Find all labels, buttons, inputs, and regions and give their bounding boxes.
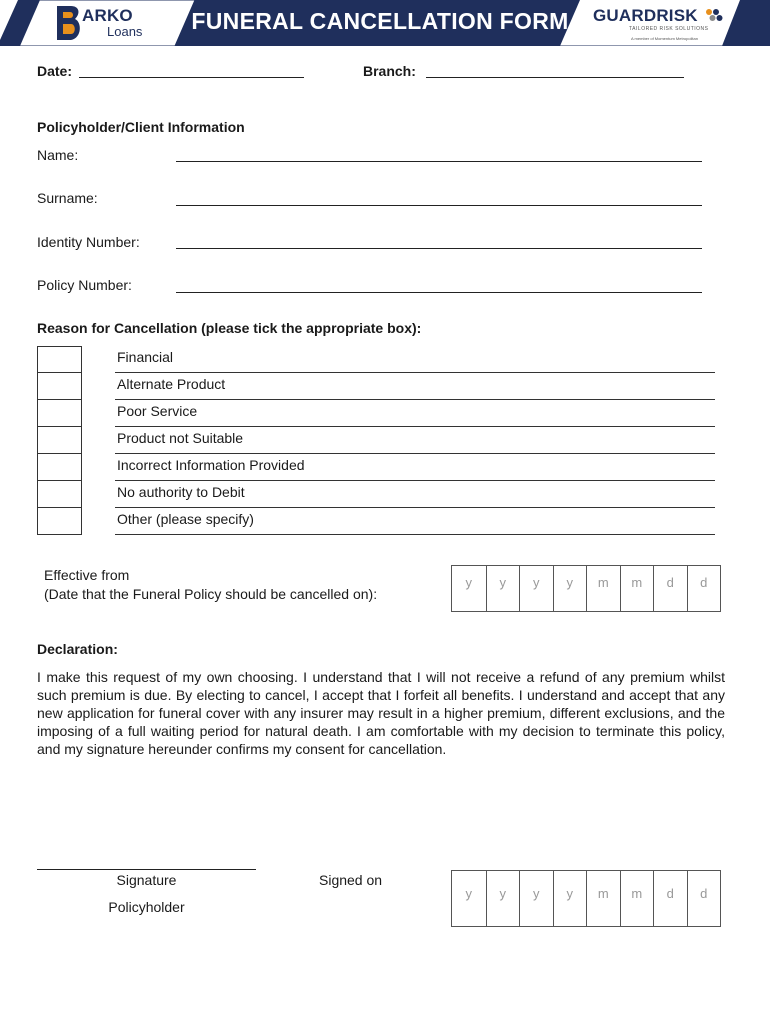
date-digit-year[interactable]: y xyxy=(486,871,520,926)
reason-checkbox-poor-service[interactable] xyxy=(37,400,82,427)
surname-label: Surname: xyxy=(37,190,98,206)
date-digit-month[interactable]: m xyxy=(586,871,620,926)
barko-b-icon xyxy=(55,5,83,41)
date-digit-day[interactable]: d xyxy=(653,871,687,926)
policyholder-label: Policyholder xyxy=(108,899,185,915)
declaration-text: I make this request of my own choosing. I understand that I will not receive a refund of any premium whilst such premium is due. By electing to cancel, I accept that I forfeit all benefits. I understand and accept that any new application for funeral cover with any insurer may result in a higher premium, different exclusions, and the imposing of a full waiting period for natural death. I am comfortable with my decision to terminate this policy, and my signature hereunder confirms my consent for cancellation. xyxy=(37,669,725,757)
reason-checkbox-other[interactable] xyxy=(37,508,82,535)
reason-label: Poor Service xyxy=(117,403,198,419)
date-digit-day[interactable]: d xyxy=(653,566,687,611)
signed-on-label: Signed on xyxy=(319,872,383,888)
guardrisk-member-note: A member of Momentum Metropolitan xyxy=(631,36,698,41)
date-digit-day[interactable]: d xyxy=(687,566,721,611)
reason-checkbox-alternate-product[interactable] xyxy=(37,373,82,400)
reason-option xyxy=(37,454,715,481)
date-digit-day[interactable]: d xyxy=(687,871,721,926)
guardrisk-logo-name: GUARDRISK xyxy=(593,6,698,25)
reason-label: No authority to Debit xyxy=(117,484,245,500)
reason-option xyxy=(37,427,715,454)
effective-from-note: (Date that the Funeral Policy should be cancelled on): xyxy=(44,586,378,602)
date-digit-year[interactable]: y xyxy=(465,575,472,590)
surname-field[interactable] xyxy=(176,205,702,206)
reason-label: Financial xyxy=(117,349,174,365)
date-digit-year[interactable]: y xyxy=(553,566,587,611)
name-field[interactable] xyxy=(176,161,702,162)
date-digit-month[interactable]: m xyxy=(620,566,654,611)
reason-label: Product not Suitable xyxy=(117,430,244,446)
reason-checkbox-financial[interactable] xyxy=(37,346,82,373)
effective-from-label: Effective from xyxy=(44,567,130,583)
barko-logo-sub: Loans xyxy=(107,24,143,39)
reason-option xyxy=(37,346,715,373)
date-digit-month[interactable]: m xyxy=(620,871,654,926)
reason-option xyxy=(37,400,715,427)
date-field[interactable] xyxy=(79,77,304,78)
declaration-heading: Declaration: xyxy=(37,641,118,657)
guardrisk-logo xyxy=(585,4,735,42)
reason-option xyxy=(37,508,715,535)
reason-checkbox-incorrect-information[interactable] xyxy=(37,454,82,481)
guardrisk-hex-icon xyxy=(705,8,723,22)
reason-checklist xyxy=(37,346,715,535)
reason-label: Incorrect Information Provided xyxy=(117,457,305,473)
barko-logo-name: ARKO xyxy=(82,6,133,25)
date-digit-year[interactable]: y xyxy=(553,871,587,926)
identity-number-label: Identity Number: xyxy=(37,234,140,250)
row-divider xyxy=(115,534,715,535)
date-digit-year[interactable]: y xyxy=(519,566,553,611)
reason-option xyxy=(37,373,715,400)
date-digit-year[interactable]: y xyxy=(486,566,520,611)
effective-date-grid xyxy=(451,565,721,612)
reason-label: Other (please specify) xyxy=(117,511,254,527)
signed-on-date-grid xyxy=(451,870,721,927)
name-label: Name: xyxy=(37,147,79,163)
branch-label: Branch: xyxy=(363,63,416,79)
policy-number-field[interactable] xyxy=(176,292,702,293)
form-title: FUNERAL CANCELLATION FORM xyxy=(191,8,569,34)
reason-checkbox-product-not-suitable[interactable] xyxy=(37,427,82,454)
policy-number-label: Policy Number: xyxy=(37,277,132,293)
date-digit-year[interactable]: y xyxy=(519,871,553,926)
date-digit-month[interactable]: m xyxy=(586,566,620,611)
identity-number-field[interactable] xyxy=(176,248,702,249)
policyholder-heading: Policyholder/Client Information xyxy=(37,119,245,135)
date-digit-year[interactable]: y xyxy=(465,886,472,901)
reason-checkbox-no-authority-to-debit[interactable] xyxy=(37,481,82,508)
branch-field[interactable] xyxy=(426,77,684,78)
form-header xyxy=(0,0,770,46)
date-label: Date: xyxy=(37,63,73,79)
reason-label: Alternate Product xyxy=(117,376,226,392)
guardrisk-tagline: TAILORED RISK SOLUTIONS xyxy=(629,26,709,32)
reason-heading: Reason for Cancellation (please tick the appropriate box): xyxy=(37,320,422,336)
barko-loans-logo xyxy=(55,5,155,41)
signature-field[interactable] xyxy=(37,869,256,870)
signature-label: Signature xyxy=(116,872,177,888)
reason-option xyxy=(37,481,715,508)
